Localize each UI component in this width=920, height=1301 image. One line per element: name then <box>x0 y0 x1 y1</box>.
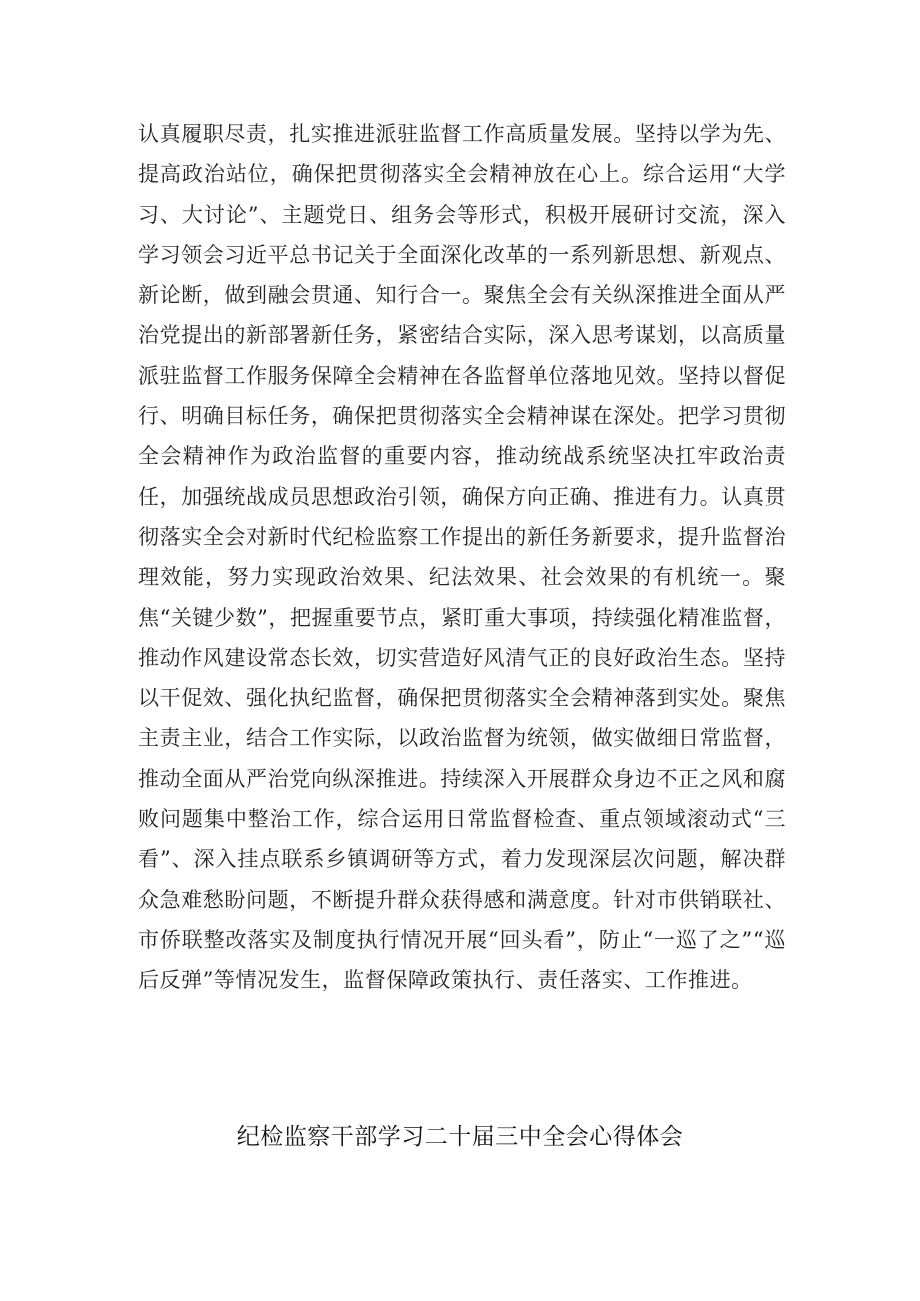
section-title: 纪检监察干部学习二十届三中全会心得体会 <box>236 1124 684 1150</box>
body-paragraph: 认真履职尽责，扎实推进派驻监督工作高质量发展。坚持以学为先、提高政治站位，确保把贯彻落实全会精神放在心上。综合运用“大学习、大讨论”、主题党日、组务会等形式，积极开展研讨交流，深入学习领会习近平总书记关于全面深化改革的一系列新思想、新观点、新论断，做到融会贯通、知行合一。聚焦全会有关纵深推进全面从严治党提出的新部署新任务，紧密结合实际，深入思考谋划，以高质量派驻监督工作服务保障全会精神在各监督单位落地见效。坚持以督促行、明确目标任务，确保把贯彻落实全会精神谋在深处。把学习贯彻全会精神作为政治监督的重要内容，推动统战系统坚决扛牢政治责任，加强统战成员思想政治引领，确保方向正确、推进有力。认真贯彻落实全会对新时代纪检监察工作提出的新任务新要求，提升监督治理效能，努力实现政治效果、纪法效果、社会效果的有机统一。聚焦“关键少数”，把握重要节点，紧盯重大事项，持续强化精准监督，推动作风建设常态长效，切实营造好风清气正的良好政治生态。坚持以干促效、强化执纪监督，确保把贯彻落实全会精神落到实处。聚焦主责主业，结合工作实际，以政治监督为统领，做实做细日常监督，推动全面从严治党向纵深推进。持续深入开展群众身边不正之风和腐败问题集中整治工作，综合运用日常监督检查、重点领域滚动式“三看”、深入挂点联系乡镇调研等方式，着力发现深层次问题，解决群众急难愁盼问题，不断提升群众获得感和满意度。针对市供销联社、市侨联整改落实及制度执行情况开展“回头看”，防止“一巡了之”“巡后反弹”等情况发生，监督保障政策执行、责任落实、工作推进。 <box>138 122 786 993</box>
